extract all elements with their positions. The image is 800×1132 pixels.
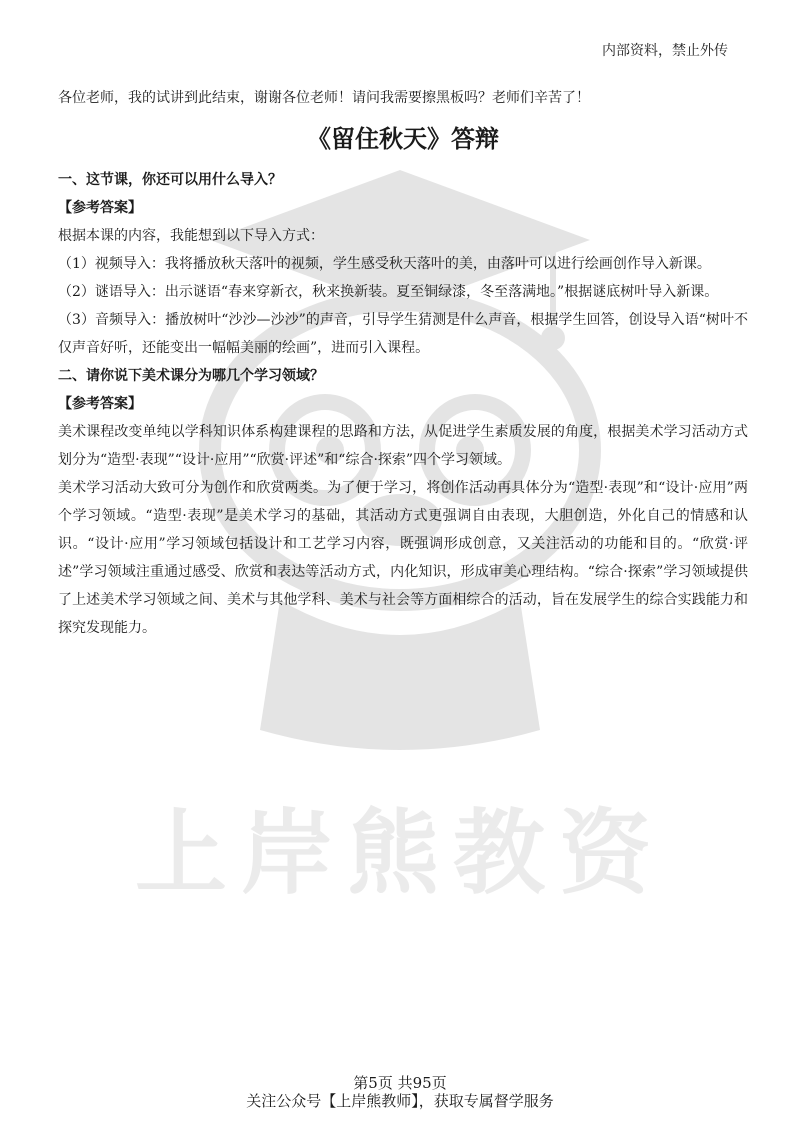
answer-paragraph: （3）音频导入：播放树叶“沙沙—沙沙”的声音，引导学生猜测是什么声音，根据学生回答，创设导入语“树叶不仅声音好听，还能变出一幅幅美丽的绘画”，进而引入课程。 bbox=[58, 312, 748, 356]
answer-paragraph: 美术学习活动大致可分为创作和欣赏两类。为了便于学习，将创作活动再具体分为“造型·表现”和“设计·应用”两个学习领域。“造型·表现”是美术学习的基础，其活动方式更强调自由表现，大胆创造，外化自己的情感和认识。“设计·应用”学习领域包括设计和工艺学习内容，既强调形成创意，又关注活动的功能和目的。“欣赏·评述”学习领域注重通过感受、欣赏和表达等活动方式，内化知识，形成审美心理结构。“综合·探索”学习领域提供了上述美术学习领域之间、美术与其他学科、美术与社会等方面相综合的活动，旨在发展学生的综合实践能力和探究发现能力。 bbox=[58, 480, 748, 636]
intro-line: 各位老师，我的试讲到此结束，谢谢各位老师！请问我需要擦黑板吗？老师们辛苦了！ bbox=[58, 90, 590, 106]
brand-watermark: 上岸熊教资 bbox=[134, 800, 665, 907]
document-body bbox=[58, 84, 748, 642]
answer-label: 【参考答案】 bbox=[58, 200, 142, 216]
confidential-note: 内部资料，禁止外传 bbox=[602, 43, 728, 59]
page-number: 第5页 共95页 bbox=[353, 1074, 447, 1092]
answer-paragraph: （2）谜语导入：出示谜语“春来穿新衣，秋来换新装。夏至铜绿漆，冬至落满地。”根据谜底树叶导入新课。 bbox=[58, 284, 719, 300]
answer-label: 【参考答案】 bbox=[58, 396, 142, 412]
footer-notice: 关注公众号【上岸熊教师】，获取专属督学服务 bbox=[246, 1092, 554, 1110]
answer-paragraph: （1）视频导入：我将播放秋天落叶的视频，学生感受秋天落叶的美，由落叶可以进行绘画创作导入新课。 bbox=[58, 256, 711, 272]
section-question: 一、这节课，你还可以用什么导入？ bbox=[58, 172, 282, 188]
page-title: 《留住秋天》答辩 bbox=[307, 124, 499, 153]
answer-paragraph: 美术课程改变单纯以学科知识体系构建课程的思路和方法，从促进学生素质发展的角度，根据美术学习活动方式划分为“造型·表现”“设计·应用”“欣赏·评述”和“综合·探索”四个学习领域。 bbox=[58, 424, 748, 468]
section-1 bbox=[58, 166, 748, 362]
section-2 bbox=[58, 362, 748, 642]
section-question: 二、请你说下美术课分为哪几个学习领域？ bbox=[58, 368, 324, 384]
answer-paragraph: 根据本课的内容，我能想到以下导入方式： bbox=[58, 228, 324, 244]
page-footer bbox=[0, 1074, 800, 1110]
